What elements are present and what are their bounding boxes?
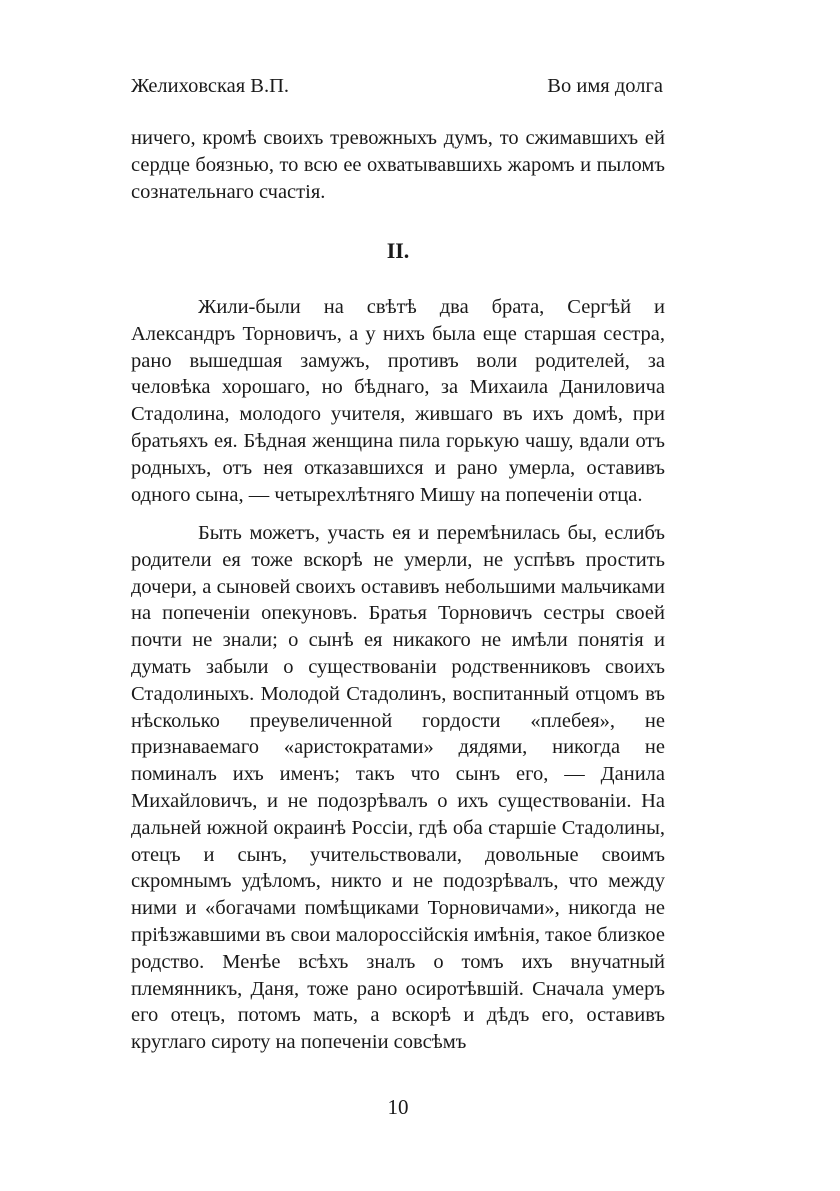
continuation-paragraph: ничего, кромѣ своихъ тревожныхъ думъ, то сжимавшихъ ей сердце боязнью, то всю ее охватывавшихь жаромъ и пыломъ сознательнаго счастія. — [131, 127, 665, 203]
chapter-heading: II. — [386, 238, 410, 263]
header-book-title: Во имя долга — [547, 75, 663, 97]
paragraph: Жили-были на свѣтѣ два брата, Сергѣй и Александръ Торновичъ, а у нихъ была еще старшая сестра, рано вышедшая замужъ, противъ воли родителей, за человѣка хорошаго, но бѣднаго, за Михаила Даниловича Стадолина, молодого учителя, жившаго въ ихъ домѣ, при братьяхъ ея. Бѣдная женщина пила горькую чашу, вдали отъ родныхъ, отъ нея отказавшихся и рано умерла, оставивъ одного сына, — четырехлѣтняго Мишу на попеченіи отца. — [131, 296, 665, 506]
paragraph: Быть можетъ, участь ея и перемѣнилась бы, еслибъ родители ея тоже вскорѣ не умерли, не успѣвъ простить дочери, а сыновей своихъ оставивъ небольшими мальчиками на попеченіи опекуновъ. Братья Торновичъ сестры своей почти не знали; о сынѣ ея никакого не имѣли понятія и думать забыли о существованіи родственниковъ своихъ Стадолиныхъ. Молодой Стадолинъ, воспитанный отцомъ въ нѣсколько преувеличенной гордости «плебея», не признаваемаго «аристократами» дядями, никогда не поминалъ ихъ именъ; такъ что сынъ его, — Данила Михайловичъ, и не подозрѣвалъ о ихъ существованіи. На дальней южной окраинѣ Россіи, гдѣ оба старшіе Стадолины, отецъ и сынъ, учительствовали, довольные своимъ скромнымъ удѣломъ, никто и не подозрѣвалъ, что между ними и «богачами помѣщиками Торновичами», никогда не пріѣзжавшими въ свои малороссійскія имѣнія, такое близкое родство. Менѣе всѣхъ зналъ о томъ ихъ внучатный племянникъ, Даня, тоже рано осиротѣвшій. Сначала умеръ его отецъ, потомъ мать, а вскорѣ и дѣдъ его, оставивъ круглаго сироту на попеченіи совсѣмъ — [131, 522, 665, 1054]
running-header — [131, 72, 663, 100]
header-author: Желиховская В.П. — [131, 75, 290, 97]
page-number: 10 — [387, 1095, 409, 1119]
